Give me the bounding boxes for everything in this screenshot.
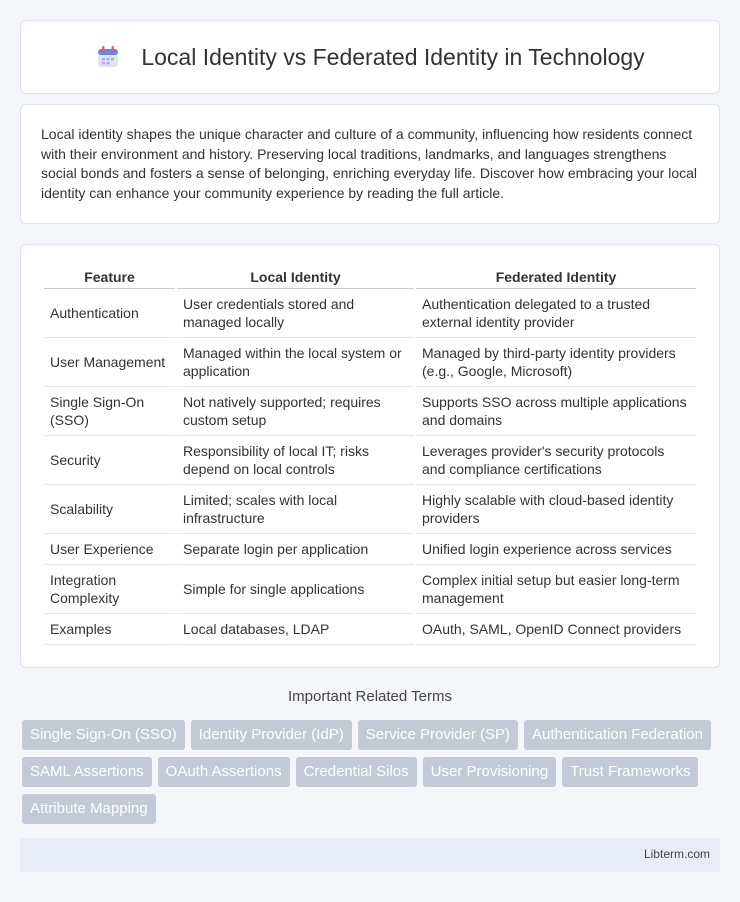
related-term-tag[interactable]: Single Sign-On (SSO) — [22, 720, 185, 750]
table-row — [44, 565, 696, 614]
related-term-tag[interactable]: Attribute Mapping — [22, 794, 156, 824]
intro-text: Local identity shapes the unique character and culture of a community, influencing how residents connect with their environment and history. Preserving local traditions, landmarks, and languages strengthens social bonds and fosters a sense of belonging, enriching everyday life. Discover how embracing your local identity can enhance your community experience by reading the full article. — [41, 126, 698, 201]
table-row — [44, 289, 696, 338]
related-terms-list — [22, 720, 722, 824]
local-cell: Not natively supported; requires custom setup — [177, 387, 414, 436]
local-cell: Limited; scales with local infrastructure — [177, 485, 414, 534]
table-row — [44, 436, 696, 485]
local-cell: Managed within the local system or application — [177, 338, 414, 387]
feature-cell: User Experience — [44, 534, 175, 565]
feature-cell: Integration Complexity — [44, 565, 175, 614]
table-row — [44, 614, 696, 645]
comparison-table — [42, 265, 698, 645]
header-local-identity: Local Identity — [177, 265, 414, 289]
feature-cell: Authentication — [44, 289, 175, 338]
feature-cell: Scalability — [44, 485, 175, 534]
comparison-section — [20, 244, 720, 668]
related-term-tag[interactable]: OAuth Assertions — [158, 757, 290, 787]
related-term-tag[interactable]: SAML Assertions — [22, 757, 152, 787]
related-terms-title: Important Related Terms — [288, 688, 452, 705]
header-federated-identity: Federated Identity — [416, 265, 696, 289]
related-term-tag[interactable]: Service Provider (SP) — [358, 720, 518, 750]
federated-cell: Authentication delegated to a trusted external identity provider — [416, 289, 696, 338]
related-term-tag[interactable]: Credential Silos — [296, 757, 417, 787]
federated-cell: OAuth, SAML, OpenID Connect providers — [416, 614, 696, 645]
local-cell: User credentials stored and managed locally — [177, 289, 414, 338]
header-feature: Feature — [44, 265, 175, 289]
local-cell: Simple for single applications — [177, 565, 414, 614]
related-term-tag[interactable]: Trust Frameworks — [562, 757, 698, 787]
table-row — [44, 534, 696, 565]
feature-cell: Examples — [44, 614, 175, 645]
federated-cell: Supports SSO across multiple applications and domains — [416, 387, 696, 436]
local-cell: Responsibility of local IT; risks depend on local controls — [177, 436, 414, 485]
local-cell: Local databases, LDAP — [177, 614, 414, 645]
intro-section — [20, 104, 720, 224]
feature-cell: Single Sign-On (SSO) — [44, 387, 175, 436]
federated-cell: Complex initial setup but easier long-term management — [416, 565, 696, 614]
footer-brand[interactable]: Libterm.com — [643, 847, 710, 861]
related-term-tag[interactable]: Authentication Federation — [524, 720, 711, 750]
federated-cell: Unified login experience across services — [416, 534, 696, 565]
table-row — [44, 387, 696, 436]
federated-cell: Managed by third-party identity providers (e.g., Google, Microsoft) — [416, 338, 696, 387]
table-row — [44, 338, 696, 387]
page-footer — [20, 838, 720, 872]
feature-cell: User Management — [44, 338, 175, 387]
federated-cell: Leverages provider's security protocols and compliance certifications — [416, 436, 696, 485]
page-title: Local Identity vs Federated Identity in Technology — [141, 43, 645, 70]
table-row — [44, 485, 696, 534]
table-header-row — [44, 265, 696, 289]
calendar-icon — [95, 44, 121, 70]
federated-cell: Highly scalable with cloud-based identity providers — [416, 485, 696, 534]
related-term-tag[interactable]: Identity Provider (IdP) — [191, 720, 352, 750]
feature-cell: Security — [44, 436, 175, 485]
local-cell: Separate login per application — [177, 534, 414, 565]
related-term-tag[interactable]: User Provisioning — [423, 757, 557, 787]
page-header — [20, 20, 720, 94]
